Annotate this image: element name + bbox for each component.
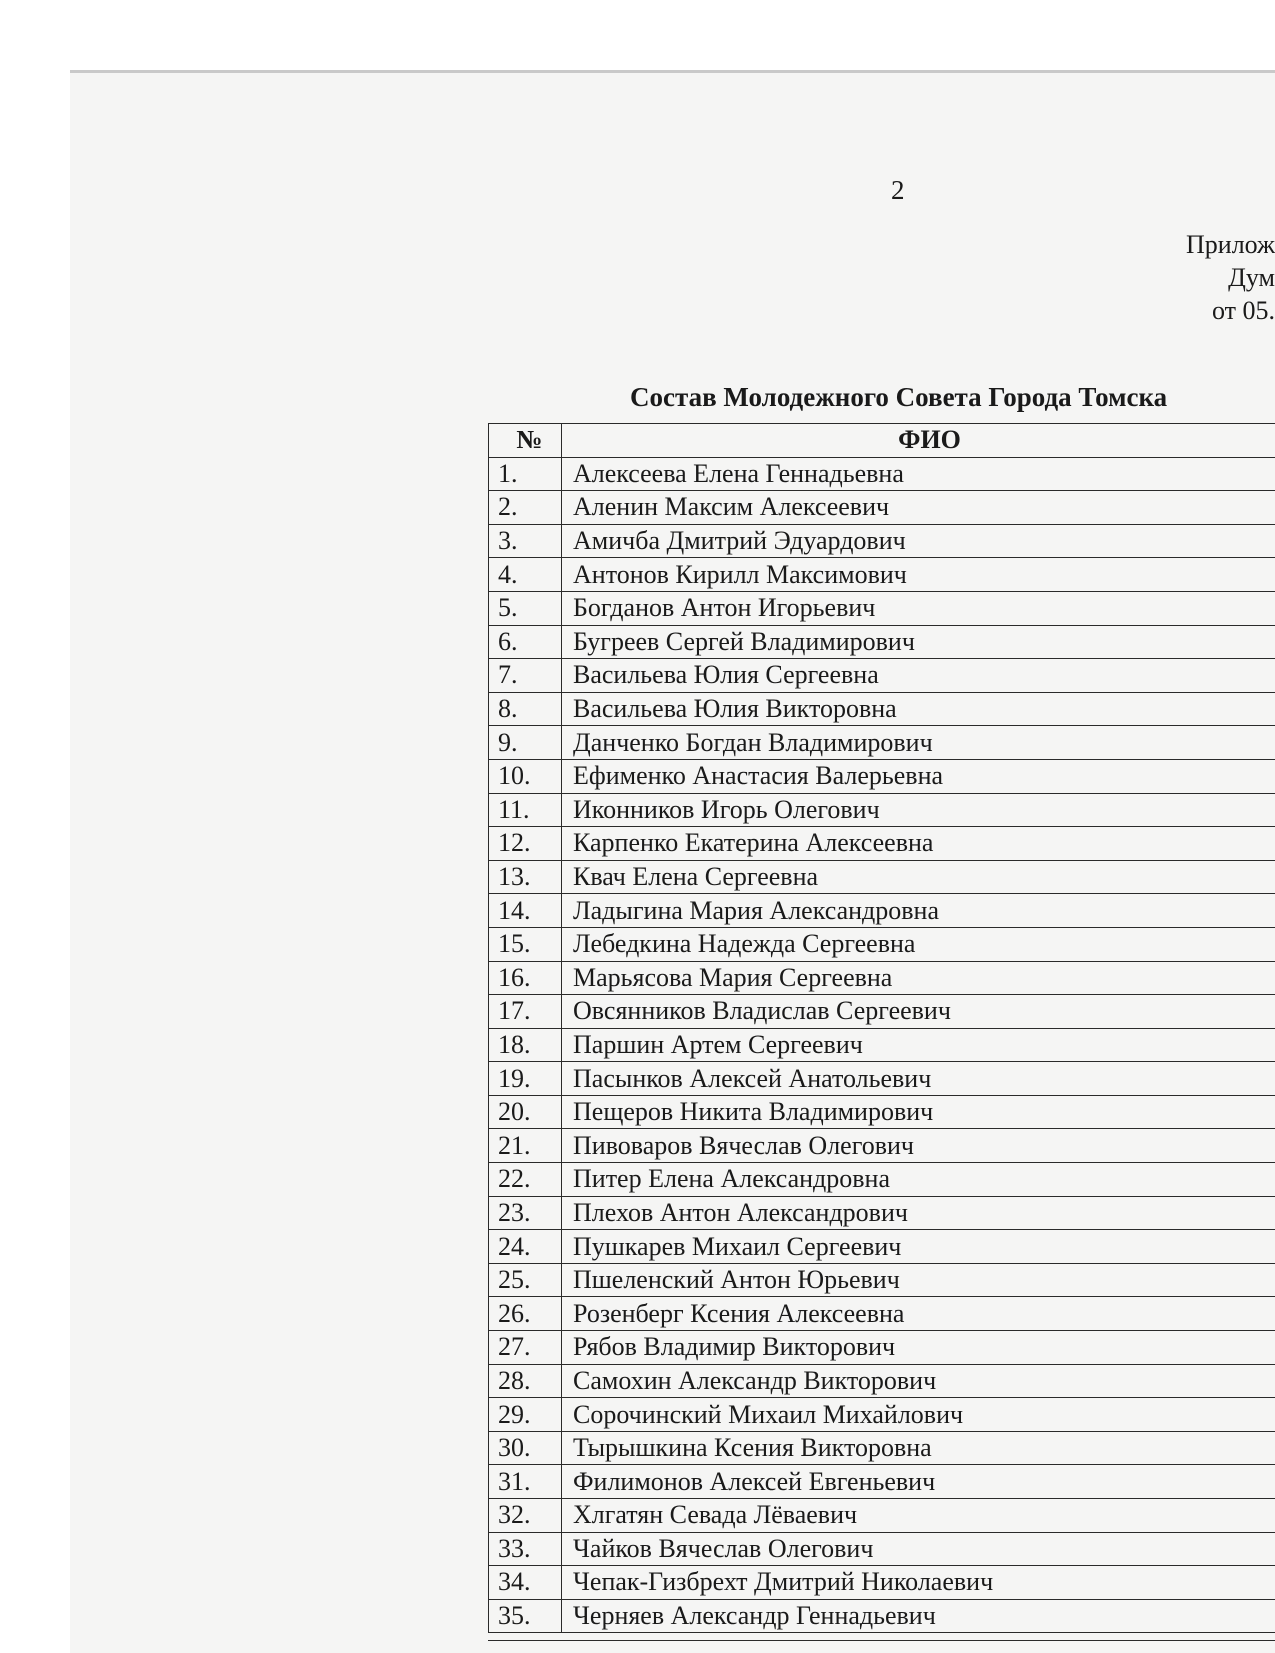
member-name: Алексеева Елена Геннадьевна xyxy=(562,457,1275,491)
row-number: 10. xyxy=(489,759,562,793)
table-row xyxy=(489,591,1275,625)
member-name: Сорочинский Михаил Михайлович xyxy=(562,1398,1275,1432)
member-name: Богданов Антон Игорьевич xyxy=(562,591,1275,625)
member-name: Васильева Юлия Сергеевна xyxy=(562,659,1275,693)
table-row xyxy=(489,659,1275,693)
row-number: 5. xyxy=(489,591,562,625)
row-number: 33. xyxy=(489,1532,562,1566)
table-row xyxy=(489,1163,1275,1197)
table-row xyxy=(489,726,1275,760)
row-number: 8. xyxy=(489,692,562,726)
row-number: 31. xyxy=(489,1465,562,1499)
page-number: 2 xyxy=(891,175,905,206)
row-number: 19. xyxy=(489,1062,562,1096)
row-number: 13. xyxy=(489,860,562,894)
row-number: 12. xyxy=(489,827,562,861)
row-number: 6. xyxy=(489,625,562,659)
appendix-line-2: Дум xyxy=(1115,261,1275,294)
table-row xyxy=(489,692,1275,726)
appendix-header xyxy=(1115,228,1275,327)
member-name: Ладыгина Мария Александровна xyxy=(562,894,1275,928)
table-row xyxy=(489,1331,1275,1365)
member-name: Овсянников Владислав Сергеевич xyxy=(562,995,1275,1029)
table-row xyxy=(489,961,1275,995)
members-table xyxy=(488,423,1275,1633)
cut-off-row xyxy=(488,1640,1275,1651)
table-row xyxy=(489,625,1275,659)
member-name: Карпенко Екатерина Алексеевна xyxy=(562,827,1275,861)
table-row xyxy=(489,1364,1275,1398)
member-name: Иконников Игорь Олегович xyxy=(562,793,1275,827)
member-name: Пещеров Никита Владимирович xyxy=(562,1095,1275,1129)
member-name: Васильева Юлия Викторовна xyxy=(562,692,1275,726)
row-number: 18. xyxy=(489,1028,562,1062)
table-row xyxy=(489,1532,1275,1566)
member-name: Хлгатян Севада Лёваевич xyxy=(562,1499,1275,1533)
row-number: 23. xyxy=(489,1196,562,1230)
table-row xyxy=(489,1499,1275,1533)
column-header-number: № xyxy=(489,424,562,458)
row-number: 4. xyxy=(489,558,562,592)
row-number: 9. xyxy=(489,726,562,760)
table-row xyxy=(489,1599,1275,1633)
row-number: 29. xyxy=(489,1398,562,1432)
appendix-line-1: Прилож xyxy=(1115,228,1275,261)
table-row xyxy=(489,1062,1275,1096)
member-name: Аленин Максим Алексеевич xyxy=(562,491,1275,525)
member-name: Амичба Дмитрий Эдуардович xyxy=(562,524,1275,558)
member-name: Квач Елена Сергеевна xyxy=(562,860,1275,894)
row-number: 21. xyxy=(489,1129,562,1163)
member-name: Тырышкина Ксения Викторовна xyxy=(562,1431,1275,1465)
member-name: Плехов Антон Александрович xyxy=(562,1196,1275,1230)
row-number: 30. xyxy=(489,1431,562,1465)
table-row xyxy=(489,1398,1275,1432)
row-number: 25. xyxy=(489,1263,562,1297)
member-name: Паршин Артем Сергеевич xyxy=(562,1028,1275,1062)
member-name: Пшеленский Антон Юрьевич xyxy=(562,1263,1275,1297)
table-row xyxy=(489,1230,1275,1264)
row-number: 35. xyxy=(489,1599,562,1633)
row-number: 14. xyxy=(489,894,562,928)
row-number: 32. xyxy=(489,1499,562,1533)
table-row xyxy=(489,1465,1275,1499)
row-number: 17. xyxy=(489,995,562,1029)
table-row xyxy=(489,558,1275,592)
table-row xyxy=(489,793,1275,827)
table-row xyxy=(489,927,1275,961)
member-name: Черняев Александр Геннадьевич xyxy=(562,1599,1275,1633)
member-name: Филимонов Алексей Евгеньевич xyxy=(562,1465,1275,1499)
row-number: 20. xyxy=(489,1095,562,1129)
column-header-fio: ФИО xyxy=(562,424,1275,458)
row-number: 34. xyxy=(489,1566,562,1600)
member-name: Питер Елена Александровна xyxy=(562,1163,1275,1197)
member-name: Данченко Богдан Владимирович xyxy=(562,726,1275,760)
table-header-row xyxy=(489,424,1275,458)
row-number: 1. xyxy=(489,457,562,491)
table-row xyxy=(489,1095,1275,1129)
table-row xyxy=(489,894,1275,928)
table-row xyxy=(489,827,1275,861)
member-name: Пасынков Алексей Анатольевич xyxy=(562,1062,1275,1096)
member-name: Марьясова Мария Сергеевна xyxy=(562,961,1275,995)
document-title: Состав Молодежного Совета Города Томска xyxy=(630,382,1167,413)
member-name: Рябов Владимир Викторович xyxy=(562,1331,1275,1365)
table-row xyxy=(489,995,1275,1029)
table-row xyxy=(489,1028,1275,1062)
table-row xyxy=(489,491,1275,525)
table-row xyxy=(489,759,1275,793)
row-number: 15. xyxy=(489,927,562,961)
table-row xyxy=(489,1297,1275,1331)
member-name: Самохин Александр Викторович xyxy=(562,1364,1275,1398)
row-number: 11. xyxy=(489,793,562,827)
member-name: Бугреев Сергей Владимирович xyxy=(562,625,1275,659)
member-name: Розенберг Ксения Алексеевна xyxy=(562,1297,1275,1331)
member-name: Ефименко Анастасия Валерьевна xyxy=(562,759,1275,793)
row-number: 27. xyxy=(489,1331,562,1365)
table-row xyxy=(489,1129,1275,1163)
member-name: Пивоваров Вячеслав Олегович xyxy=(562,1129,1275,1163)
row-number: 28. xyxy=(489,1364,562,1398)
member-name: Чайков Вячеслав Олегович xyxy=(562,1532,1275,1566)
appendix-line-3: от 05. xyxy=(1115,294,1275,327)
member-name: Пушкарев Михаил Сергеевич xyxy=(562,1230,1275,1264)
row-number: 22. xyxy=(489,1163,562,1197)
row-number: 26. xyxy=(489,1297,562,1331)
member-name: Лебедкина Надежда Сергеевна xyxy=(562,927,1275,961)
row-number: 2. xyxy=(489,491,562,525)
row-number: 7. xyxy=(489,659,562,693)
table-row xyxy=(489,1196,1275,1230)
table-row xyxy=(489,1431,1275,1465)
table-row xyxy=(489,1566,1275,1600)
row-number: 24. xyxy=(489,1230,562,1264)
member-name: Чепак-Гизбрехт Дмитрий Николаевич xyxy=(562,1566,1275,1600)
table-row xyxy=(489,860,1275,894)
row-number: 3. xyxy=(489,524,562,558)
member-name: Антонов Кирилл Максимович xyxy=(562,558,1275,592)
table-row xyxy=(489,524,1275,558)
table-row xyxy=(489,1263,1275,1297)
row-number: 16. xyxy=(489,961,562,995)
table-row xyxy=(489,457,1275,491)
